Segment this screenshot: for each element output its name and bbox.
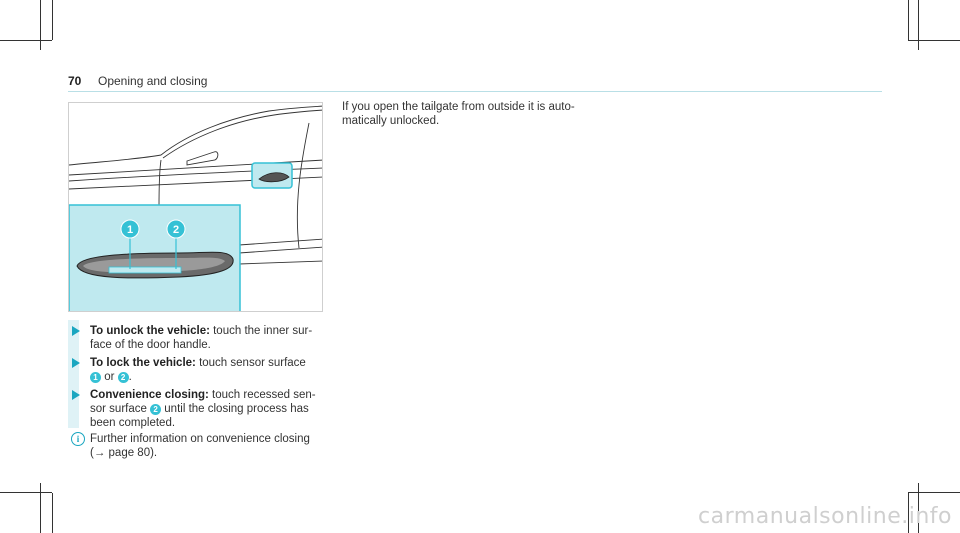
step-title: To unlock the vehicle: — [90, 325, 210, 337]
callout-2-label: 2 — [172, 224, 180, 236]
crop-mark — [0, 40, 52, 41]
crop-mark — [908, 0, 909, 40]
play-arrow-icon — [72, 358, 80, 368]
crop-mark — [0, 492, 52, 493]
crop-mark — [918, 0, 919, 50]
page-reference-link[interactable]: (→ page 80). — [90, 447, 158, 459]
step-text: touch recessed sen- sor surface — [90, 389, 316, 415]
step-lock — [90, 356, 322, 384]
step-text: . — [128, 371, 132, 383]
page-header — [68, 72, 882, 92]
crop-mark — [52, 493, 53, 533]
crop-mark — [40, 0, 41, 50]
crop-mark — [52, 0, 53, 40]
play-arrow-icon — [72, 390, 80, 400]
tailgate-note: If you open the tailgate from outside it is auto- matically unlocked. — [342, 101, 575, 127]
step-unlock — [90, 324, 322, 352]
step-convenience — [90, 388, 322, 430]
play-arrow-icon — [72, 326, 80, 336]
note-text: Further information on convenience closing — [90, 433, 310, 445]
step-title: Convenience closing: — [90, 389, 209, 401]
watermark: carmanualsonline.info — [698, 504, 952, 529]
car-door-drawing — [69, 103, 323, 312]
crop-mark — [908, 40, 960, 41]
header-rule — [68, 91, 882, 92]
crop-mark — [908, 492, 960, 493]
step-text: touch the inner sur- face of the door handle. — [90, 325, 313, 351]
step-title: To lock the vehicle: — [90, 357, 196, 369]
callout-ref: 1 — [90, 372, 101, 383]
page-number: 70 — [68, 74, 82, 88]
step-text: touch sensor surface — [195, 357, 306, 369]
step-text: until the closing process has been completed. — [90, 403, 309, 429]
callout-ref: 2 — [118, 372, 129, 383]
crop-mark — [40, 483, 41, 533]
step-text: or — [101, 371, 118, 383]
section-title: Opening and closing — [98, 74, 208, 88]
callout-ref: 2 — [150, 404, 161, 415]
info-note — [76, 432, 322, 460]
door-handle-illustration — [68, 102, 323, 312]
step-bar — [68, 320, 79, 428]
info-icon: i — [71, 432, 85, 446]
callout-1-label: 1 — [126, 224, 134, 236]
